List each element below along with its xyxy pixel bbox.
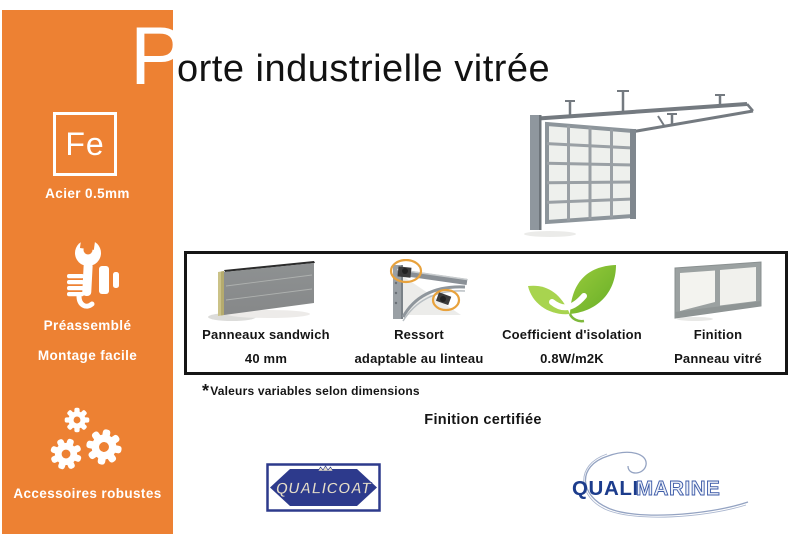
garage-door-image — [495, 85, 795, 245]
feature-label: Finition — [693, 327, 743, 342]
qualimarine-logo — [556, 448, 762, 522]
feature-sandwich-panel — [187, 254, 345, 372]
fe-symbol-text: Fe — [65, 125, 105, 162]
page-title: orte industrielle vitrée — [177, 48, 551, 90]
feature-value: adaptable au linteau — [354, 351, 484, 366]
feature-label: Coefficient d'isolation — [502, 327, 642, 342]
spring-lintel-image — [369, 258, 469, 324]
feature-label: Panneaux sandwich — [202, 327, 330, 342]
preassembled-label: Préassemblé — [43, 318, 132, 333]
fe-icon — [53, 112, 117, 176]
feature-value: 40 mm — [244, 351, 288, 366]
disclaimer-note — [202, 381, 420, 402]
qualicoat-logo — [266, 462, 382, 514]
feature-spring — [345, 254, 493, 372]
certification-label: Finition certifiée — [424, 412, 542, 428]
disclaimer-text: Valeurs variables selon dimensions — [210, 384, 420, 398]
feature-label: Ressort — [394, 327, 444, 342]
asterisk: * — [202, 381, 210, 401]
qualimarine-bold-text: QUALI — [572, 477, 639, 500]
feature-insulation — [493, 254, 651, 372]
qualimarine-light-text: MARINE — [636, 477, 721, 500]
feature-finish — [651, 254, 785, 372]
sandwich-panel-image — [202, 258, 330, 324]
glazed-panel-image — [671, 258, 765, 324]
features-panel — [184, 251, 788, 375]
feature-value: Panneau vitré — [674, 351, 762, 366]
gears-icon — [42, 402, 132, 480]
feature-value: 0.8W/m2K — [540, 351, 604, 366]
qualicoat-text: QUALICOAT — [275, 480, 372, 498]
leaf-icon — [524, 258, 620, 324]
page-title-initial: P — [130, 11, 185, 102]
easy-mount-label: Montage facile — [37, 348, 138, 363]
wrench-icon — [55, 238, 121, 312]
accessories-label: Accessoires robustes — [13, 486, 162, 501]
steel-thickness-label: Acier 0.5mm — [45, 186, 130, 201]
